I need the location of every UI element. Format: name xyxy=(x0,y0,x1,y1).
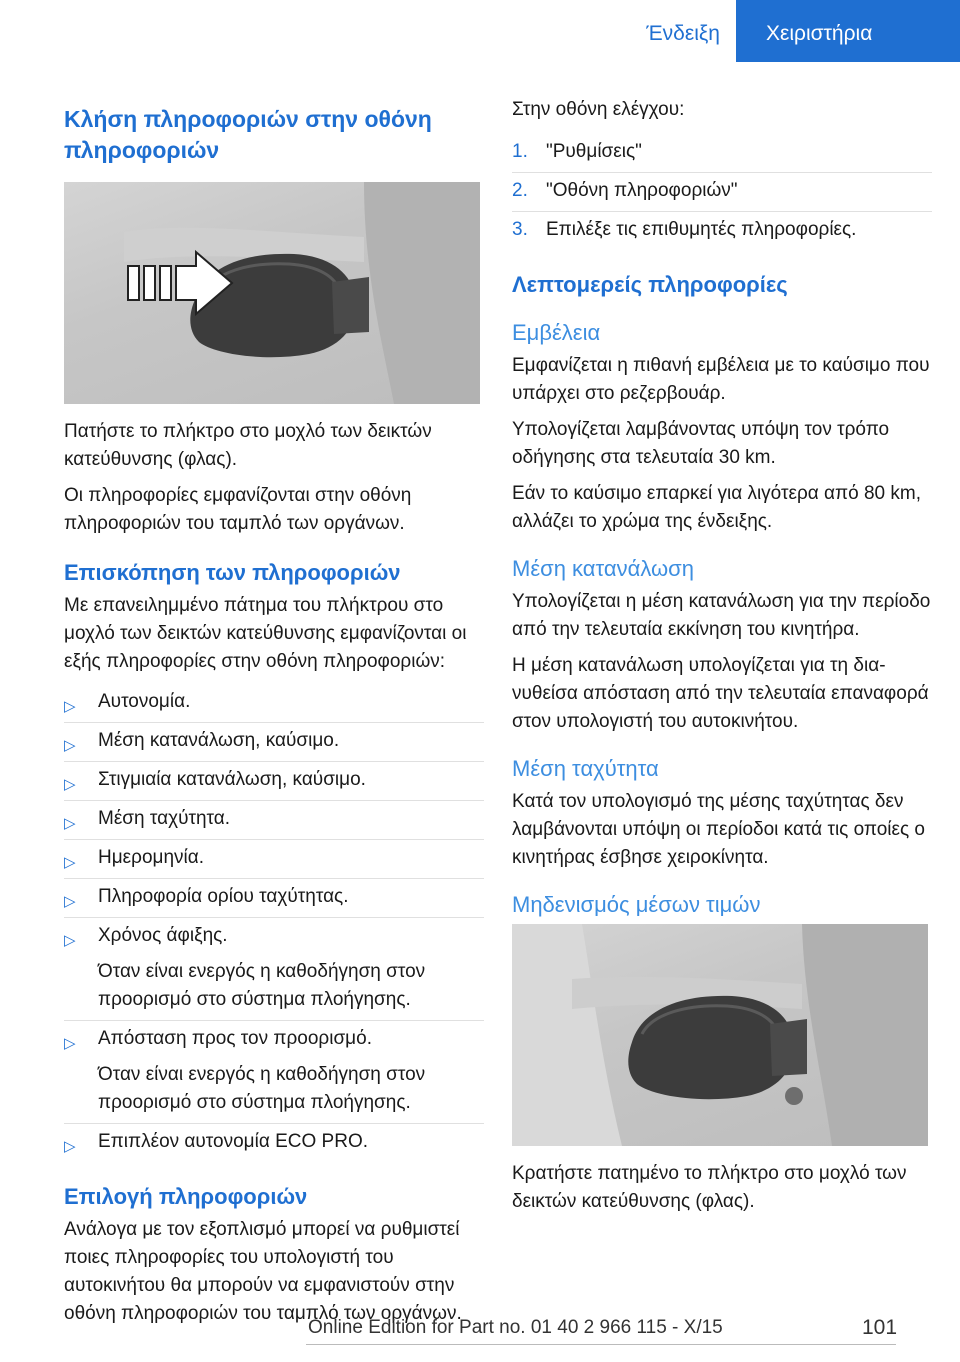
list-item: ▷ Ημερομηνία. xyxy=(64,840,484,879)
triangle-bullet-icon: ▷ xyxy=(64,698,76,715)
triangle-bullet-icon: ▷ xyxy=(64,854,76,871)
consumption-heading: Μέση κατανάλωση xyxy=(512,556,694,581)
info-list xyxy=(64,684,484,1162)
list-item: 1. "Ρυθμίσεις" xyxy=(512,134,932,173)
list-item: 2. "Οθόνη πληροφοριών" xyxy=(512,173,932,212)
tab-controls[interactable]: Χειριστήρια xyxy=(736,0,960,62)
select-heading: Επιλογή πληροφοριών xyxy=(64,1184,308,1209)
turn-signal-lever-photo-2 xyxy=(512,924,928,1146)
range-heading: Εμβέλεια xyxy=(512,320,601,345)
list-item: ▷ Χρόνος άφιξης. Όταν είναι ενεργός η καθοδήγηση στον προορισμό στο σύστημα πλοήγησης. xyxy=(64,918,484,1021)
reset-heading: Μηδενισμός μέσων τιμών xyxy=(512,892,761,917)
photo-caption-2: Οι πληροφορίες εμφανίζονται στην οθόνη πληροφοριών του ταμπλό των οργάνων. xyxy=(64,485,412,534)
select-text: Ανάλογα με τον εξοπλισμό μπορεί να ρυθμιστεί ποιες πληροφορίες του υπολογιστή του αυτοκινήτου θα μπορούν να εμφανιστούν στην οθόνη πληροφοριών του ταμπλό των οργάνων. xyxy=(64,1219,462,1324)
details-heading: Λεπτομερείς πληροφορίες xyxy=(512,272,788,297)
list-item: ▷ Πληροφορία ορίου ταχύτητας. xyxy=(64,879,484,918)
speed-heading: Μέση ταχύτητα xyxy=(512,756,659,781)
triangle-bullet-icon: ▷ xyxy=(64,932,76,949)
turn-signal-lever-photo xyxy=(64,182,480,404)
list-item-note: Όταν είναι ενεργός η καθοδήγηση στον προορισμό στο σύστημα πλοήγησης. xyxy=(98,961,426,1010)
triangle-bullet-icon: ▷ xyxy=(64,776,76,793)
footer-divider xyxy=(306,1344,896,1345)
list-item: 3. Επιλέξε τις επιθυμητές πληροφορίες. xyxy=(512,219,857,240)
right-column xyxy=(512,96,932,1224)
list-item: ▷ Απόσταση προς τον προορισμό. Όταν είναι ενεργός η καθοδήγηση στον προορισμό στο σύστημα πλοήγησης. xyxy=(64,1021,484,1124)
list-item: ▷ Στιγμιαία κατανάλωση, καύσιμο. xyxy=(64,762,484,801)
speed-text: Κατά τον υπολογισμό της μέσης ταχύτητας δεν λαμβάνονται υπόψη οι περίοδοι κατά τις οποίες ο κινητήρας έσβησε χειροκίνητα. xyxy=(512,791,925,868)
list-item-note: Όταν είναι ενεργός η καθοδήγηση στον προορισμό στο σύστημα πλοήγησης. xyxy=(98,1064,426,1113)
page-number: 101 xyxy=(862,1316,898,1339)
list-item: ▷ Μέση ταχύτητα. xyxy=(64,801,484,840)
tab-index[interactable]: Ένδειξη xyxy=(646,22,720,45)
list-item: ▷ Μέση κατανάλωση, καύσιμο. xyxy=(64,723,484,762)
left-column xyxy=(64,104,484,1336)
triangle-bullet-icon: ▷ xyxy=(64,815,76,832)
range-text-1: Εμφανίζεται η πιθανή εμβέλεια με το καύσιμο που υπάρχει στο ρεζερβουάρ. xyxy=(512,355,930,404)
list-item: ▷ Επιπλέον αυτονομία ECO PRO. xyxy=(64,1124,484,1162)
list-item: ▷ Αυτονομία. xyxy=(64,684,484,723)
consumption-text-1: Υπολογίζεται η μέση κατανάλωση για την περίοδο από την τελευταία εκκίνηση του κινητήρα. xyxy=(512,591,931,640)
triangle-bullet-icon: ▷ xyxy=(64,893,76,910)
reset-caption: Κρατήστε πατημένο το πλήκτρο στο μοχλό των δεικτών κατεύθυνσης (φλας). xyxy=(512,1163,907,1212)
page-header xyxy=(0,0,960,62)
overview-heading: Επισκόπηση των πληροφοριών xyxy=(64,560,401,585)
edition-footer: Online Edition for Part no. 01 40 2 966 115 - X/15 xyxy=(308,1317,723,1338)
photo-caption-1: Πατήστε το πλήκτρο στο μοχλό των δεικτών κατεύθυνσης (φλας). xyxy=(64,421,432,470)
section-title: Κλήση πληροφοριών στην οθόνη πληροφοριών xyxy=(64,106,432,163)
triangle-bullet-icon: ▷ xyxy=(64,1035,76,1052)
steps-list xyxy=(512,134,932,250)
overview-text: Με επανειλημμένο πάτημα του πλήκτρου στο μοχλό των δεικτών κατεύθυνσης εμφανίζονται οι εξής πληροφορίες στην οθόνη πληροφοριών: xyxy=(64,595,467,672)
range-text-3: Εάν το καύσιμο επαρκεί για λιγότερα από 80 km, αλλάζει το χρώμα της ένδειξης. xyxy=(512,483,921,532)
control-display-intro: Στην οθόνη ελέγχου: xyxy=(512,99,685,120)
triangle-bullet-icon: ▷ xyxy=(64,737,76,754)
range-text-2: Υπολογίζεται λαμβάνοντας υπόψη τον τρόπο οδήγησης στα τελευταία 30 km. xyxy=(512,419,890,468)
consumption-text-2: Η μέση κατανάλωση υπολογίζεται για τη διανυθείσα απόσταση από την τελευταία επαναφορά στον υπολογιστή του αυτοκινήτου. xyxy=(512,655,929,732)
triangle-bullet-icon: ▷ xyxy=(64,1138,76,1155)
